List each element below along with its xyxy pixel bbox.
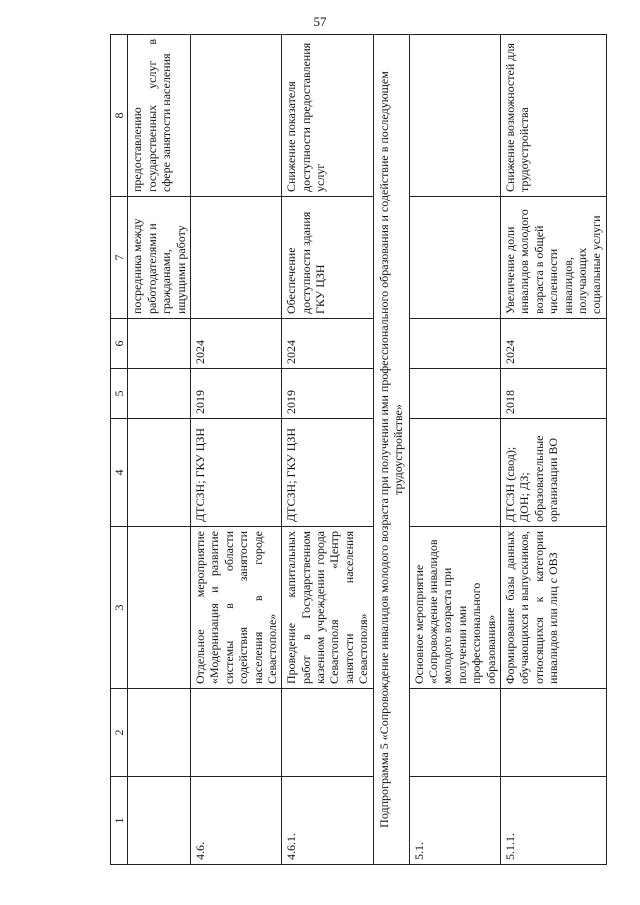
row-id xyxy=(128,777,191,865)
row-result: Увеличение доли инвалидов молодого возраста в общей численности инвалидов, получающих социальные услуги xyxy=(500,197,606,319)
row-start-year xyxy=(409,369,500,419)
row-result xyxy=(409,197,500,319)
row-title: Формирование базы данных обучающихся и выпускников, относящихся к категории инвалидов или лиц с ОВЗ xyxy=(500,527,606,689)
row-id: 4.6. xyxy=(190,777,281,865)
table-row xyxy=(190,35,281,865)
row-col2 xyxy=(409,689,500,777)
row-title: Проведение капитальных работ в Государственном казенном учреждении города Севастополя «Центр занятости населения Севастополя» xyxy=(282,527,373,689)
row-responsible xyxy=(128,419,191,527)
col-num-4: 4 xyxy=(111,419,128,527)
column-number-row xyxy=(111,35,128,865)
row-col2 xyxy=(282,689,373,777)
rotated-table-container xyxy=(110,35,604,865)
row-id: 4.6.1. xyxy=(282,777,373,865)
row-end-year xyxy=(128,319,191,369)
row-responsible xyxy=(409,419,500,527)
row-id: 5.1.1. xyxy=(500,777,606,865)
col-num-8: 8 xyxy=(111,35,128,197)
row-id: 5.1. xyxy=(409,777,500,865)
row-col2 xyxy=(128,689,191,777)
row-result xyxy=(190,197,281,319)
row-title: Основное мероприятие «Сопровождение инвалидов молодого возраста при получении ими профессионального образования» xyxy=(409,527,500,689)
row-effect: Снижение возможностей для трудоустройства xyxy=(500,35,606,197)
table-row xyxy=(282,35,373,865)
subprogram-title: Подпрограмма 5 «Сопровождение инвалидов молодого возраста при получении ими профессионального образования и содействие в последующем трудоустройстве» xyxy=(373,35,409,865)
row-title: Отдельное мероприятие «Модернизация и развитие системы в области содействия занятости населения в городе Севастополе» xyxy=(190,527,281,689)
row-title xyxy=(128,527,191,689)
program-table xyxy=(110,34,607,865)
row-effect: Снижение показателя доступности предоставления услуг xyxy=(282,35,373,197)
row-col2 xyxy=(500,689,606,777)
row-result: Обеспечение доступности здания ГКУ ЦЗН xyxy=(282,197,373,319)
col-num-2: 2 xyxy=(111,689,128,777)
col-num-3: 3 xyxy=(111,527,128,689)
row-start-year: 2019 xyxy=(190,369,281,419)
col-num-5: 5 xyxy=(111,369,128,419)
row-effect xyxy=(190,35,281,197)
row-result: посредника между работодателями и гражданами, ищущими работу xyxy=(128,197,191,319)
table-row xyxy=(128,35,191,865)
row-start-year xyxy=(128,369,191,419)
table-row xyxy=(500,35,606,865)
row-start-year: 2018 xyxy=(500,369,606,419)
row-effect xyxy=(409,35,500,197)
table-row xyxy=(409,35,500,865)
row-col2 xyxy=(190,689,281,777)
row-responsible: ДТСЗН (свод); ДОН; ДЗ; образовательные организации ВО xyxy=(500,419,606,527)
page-number: 57 xyxy=(313,14,327,29)
subprogram-row xyxy=(373,35,409,865)
col-num-1: 1 xyxy=(111,777,128,865)
row-end-year: 2024 xyxy=(282,319,373,369)
row-end-year xyxy=(409,319,500,369)
row-responsible: ДТСЗН; ГКУ ЦЗН xyxy=(282,419,373,527)
row-end-year: 2024 xyxy=(500,319,606,369)
col-num-7: 7 xyxy=(111,197,128,319)
row-start-year: 2019 xyxy=(282,369,373,419)
col-num-6: 6 xyxy=(111,319,128,369)
row-responsible: ДТСЗН; ГКУ ЦЗН xyxy=(190,419,281,527)
row-effect: предоставлению государственных услуг в сфере занятости населения xyxy=(128,35,191,197)
row-end-year: 2024 xyxy=(190,319,281,369)
